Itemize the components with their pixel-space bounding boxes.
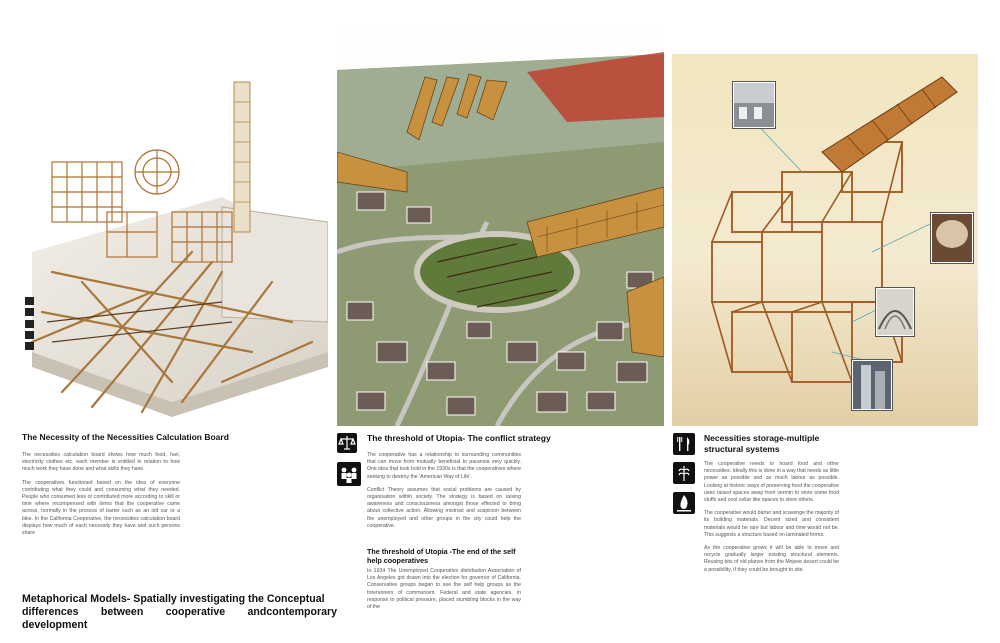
section2-paragraph: Conflict Theory assumes that social problems are caused by organisation within society. The strategy is based on raising awareness and consciousness amongst those effected to bring about collective action. Allowing mistrust and suspicion between the unemployed and other groups in the city could help the cooperative. xyxy=(367,486,521,529)
aerial-suburb-image xyxy=(337,22,664,426)
poster-title-line2: differences between cooperative andcontemporary development xyxy=(22,606,337,631)
section2-paragraph: The cooperative has a relationship to surrounding communities that can move from mutually beneficial to paranoia very quickly. One idea that took hold in the 1930s is that the cooperatives where seeking to destroy the 'American Way of Life'. xyxy=(367,452,521,480)
arch-photo-thumb xyxy=(876,288,914,336)
warning-icon xyxy=(25,308,34,316)
poster-title xyxy=(22,593,337,632)
fire-icon xyxy=(673,492,695,514)
scales-icon xyxy=(337,433,357,453)
section1-paragraph: The necessities calculation board shows how much food, fuel, electricity clothes etc. each member is entitled in relation to how much work they have done and what skills they have. xyxy=(22,452,180,473)
section3-paragraph: As the cooperative grows it will be able to move and recycle gradually larger existing structural elements. Reusing bits of old planes from the Mojave desert could be a possibility, if they could be brought to site. xyxy=(704,545,839,573)
section3-paragraph: The cooperative would barter and scavenge the majority of its building materials. Decent sized and consistent materials would be rare but labour and time would not be. This suggests a structure based on laminated forms. xyxy=(704,510,839,538)
poster-title-line1: Metaphorical Models- Spatially investigating the Conceptual xyxy=(22,593,325,605)
pause-icon xyxy=(25,320,34,328)
building-photo-thumb xyxy=(733,82,775,128)
interior-photo-thumb xyxy=(931,213,973,263)
section1-body xyxy=(22,452,180,543)
section1-title: The Necessity of the Necessities Calculation Board xyxy=(22,432,229,442)
section3-title: Necessities storage-multiple structural systems xyxy=(704,433,820,454)
wheat-icon xyxy=(673,462,695,484)
tower-photo-thumb xyxy=(852,360,892,410)
calculation-board-model-image xyxy=(22,22,328,426)
box-icon xyxy=(25,331,34,339)
section3-paragraph: The cooperative needs to hoard food and other necessities. Ideally this is done in a way that needs as little power as possible and as much labour as possible. Looking at historic ways of preserving food the cooperative uses raised spaces away from vermin to store some food stuffs and cool cellar like spaces to store others. xyxy=(704,461,839,504)
cutlery-icon xyxy=(673,433,695,455)
section2-title: The threshold of Utopia- The conflict strategy xyxy=(367,433,551,443)
section2-body xyxy=(367,452,521,536)
hazard-icon xyxy=(25,297,34,305)
figure-icon xyxy=(25,342,34,350)
section1-paragraph: The cooperatives functioned based on the idea of everyone contributing what they could and consuming what they needed. People who consumed less or contributed more according to skill or time where recompensed with items that the cooperative came across, normally in the process of barter such as an old car or a bike. In the California Cooperative, the necessities calculation board displays how much of each necessity they have and such persons share xyxy=(22,479,180,537)
section2-subtitle: The threshold of Utopia -The end of the self help cooperatives xyxy=(367,547,516,565)
group-icon xyxy=(337,462,361,486)
section2-body-2 xyxy=(367,568,521,617)
section3-body xyxy=(704,461,839,580)
section2-paragraph: In 1934 The Unemployed Cooperative distribution Association of Los Angeles got drawn into the election for governor of California. Conservative groups began to see the self help groups as the forerunners of communism. Federal and state agencies, in response to political pressure, placed stumbling blocks in the way of the xyxy=(367,568,521,611)
